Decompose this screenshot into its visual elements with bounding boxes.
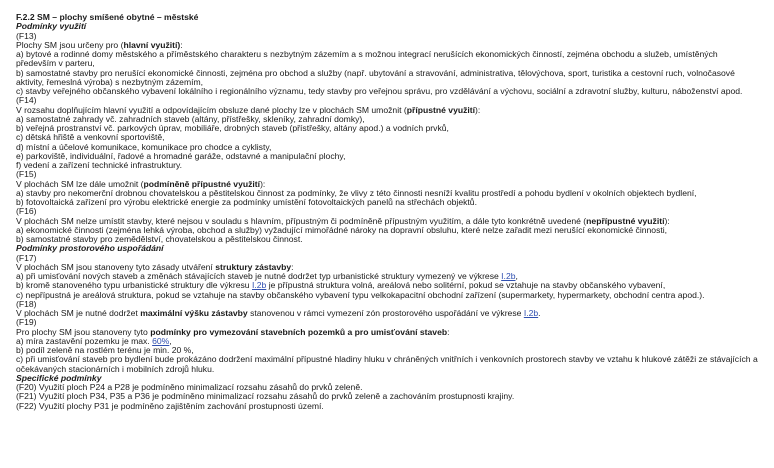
f15-intro-bold: podmíněně přípustné využití — [143, 178, 261, 189]
f17-item-c: c) nepřípustná je areálová struktura, pokud se vztahuje na stavby občanského vybavení typu velkokapacitní obchodní zařízení (supermarkety, hypermarkety, obchodní centra apod.). — [16, 289, 705, 300]
f19-item-c: c) při umisťování staveb pro bydlení bude prokázáno dodržení maximální přípustné hladiny hluku v chráněných vnitřních i venkovních prostorech stavby ve vztahu k hlukové zátěži ze stávajících a očekávaných stacionárních i mobilních zdrojů hluku. — [16, 354, 758, 374]
drawing-link-i2b[interactable]: I.2b — [501, 271, 516, 281]
section-title: F.2.2 SM – plochy smíšené obytné – městské — [16, 12, 199, 22]
f13-intro-end: : — [180, 39, 183, 50]
f14-item-a: a) samostatné zahrady vč. zahradních staveb (altány, přístřešky, skleníky, zahradní domky), — [16, 113, 365, 124]
drawing-link-i2b[interactable]: I.2b — [523, 308, 539, 318]
f15-intro-text: V plochách SM lze dále umožnit ( — [16, 178, 144, 189]
f17-item-a-text: a) při umisťování nových staveb a změnách stávajících staveb je nutné dodržet typ urbanistické struktury vymezený ve výkrese — [16, 271, 502, 281]
f19-item-a-end: , — [169, 335, 172, 346]
f18-text — [16, 309, 766, 318]
f17-intro-text: V plochách SM jsou stanoveny tyto zásady utváření — [16, 261, 216, 272]
f16-item-a: a) ekonomické činnosti (zejména lehká výroba, obchod a služby) vyžadující mimořádné nároky na dopravní obsluhu, které nelze zařadit mezi nerušící ekonomické činnosti, — [16, 224, 668, 235]
f14-intro-end: ): — [475, 104, 481, 115]
clause-f22: (F22) Využití plochy P31 je podmíněno zajištěním zachování prostupnosti území. — [16, 400, 324, 411]
f14-item-b: b) veřejná prostranství vč. parkových úprav, mobiliáře, drobných staveb (přístřešky, altány apod.) a vodních prvků, — [16, 123, 449, 133]
f19-intro-text: Pro plochy SM jsou stanoveny tyto — [16, 326, 151, 337]
f15-item-b: b) fotovoltaická zařízení pro výrobu elektrické energie za podmínky umístění fotovoltaických panelů na střechách objektů. — [16, 197, 477, 207]
f13-item-b: b) samostatné stavby pro nerušící ekonomické činnosti, zejména pro obchod a služby (např. ubytování a stravování, administrativa, tělovýchova, sport, turistika a cestovní ruch, volnočasové aktivity, řemeslná výroba) s nezbytným zázemím, — [16, 67, 735, 87]
clause-ref-f16: (F16) — [16, 206, 37, 217]
clause-ref-f14: (F14) — [16, 95, 37, 106]
clause-ref-f17: (F17) — [16, 252, 37, 263]
f17-item-a-end: , — [515, 271, 518, 281]
f18-text-bold: maximální výšku zástavby — [140, 308, 248, 318]
clause-ref-f15: (F15) — [16, 169, 37, 180]
f18-text-mid: stanovenou v rámci vymezení zón prostorového uspořádání ve výkrese — [247, 308, 524, 318]
f14-intro-bold: přípustné využití — [406, 104, 476, 115]
heading-specific-conditions: Specifické podmínky — [16, 372, 102, 383]
f15-item-a: a) stavby pro nekomerční drobnou chovatelskou a pěstitelskou činnost za podmínky, že vlivy z této činnosti nesníží kvalitu prostředí a pohodu bydlení v okolních objektech bydlení, — [16, 187, 697, 198]
clause-ref-f18: (F18) — [16, 298, 37, 309]
f19-item-b: b) podíl zeleně na rostlém terénu je min. 20 %, — [16, 345, 194, 355]
f17-intro-bold: struktury zástavby — [215, 261, 292, 272]
drawing-link-i2b[interactable]: I.2b — [251, 280, 267, 291]
f18-text-end: . — [538, 308, 541, 318]
f19-intro-bold: podmínky pro vymezování stavebních pozemků a pro umisťování staveb — [150, 326, 448, 337]
f16-intro-bold: nepřípustné využití — [586, 215, 665, 226]
f13-item-c: c) stavby veřejného občanského vybavení lokálního i regionálního významu, tedy stavby pro veřejnou správu, pro vzdělávání a výchovu, sociální a zdravotní služby, kulturu, náboženství apod. — [16, 86, 743, 96]
clause-f20: (F20) Využití ploch P24 a P28 je podmíněno minimalizací rozsahu zásahů do prvků zeleně. — [16, 382, 363, 392]
heading-usage-conditions: Podmínky využití — [16, 21, 87, 32]
f15-intro-end: ): — [260, 178, 266, 189]
document-page — [16, 13, 766, 411]
f14-intro-text: V rozsahu doplňujícím hlavní využití a odpovídajícím obsluze dané plochy lze v plochách SM umožnit ( — [16, 104, 407, 115]
f14-item-e: e) parkoviště, individuální, řadové a hromadné garáže, odstavné a manipulační plochy, — [16, 150, 346, 161]
f17-intro-end: : — [291, 261, 294, 272]
f13-intro-bold: hlavní využití) — [123, 39, 181, 50]
f16-intro-end: ): — [664, 215, 670, 226]
f19-intro-end: : — [447, 326, 450, 337]
f17-item-b-text: b) kromě stanoveného typu urbanistické struktury dle výkresu — [16, 280, 252, 291]
f13-intro-text: Plochy SM jsou určeny pro ( — [16, 39, 124, 50]
f16-item-b: b) samostatné stavby pro zemědělství, chovatelskou a pěstitelskou činnost. — [16, 234, 303, 244]
f13-item-a: a) bytové a rodinné domy městského a příměstského charakteru s nezbytným zázemím a s možnou integrací nerušících ekonomických činností, zejména obchodu a služeb, umístěných především v parteru, — [16, 49, 718, 69]
f17-item-b-end: je přípustná struktura volná, areálová nebo solitérní, pokud se vztahuje na stavby občanského vybavení, — [266, 280, 666, 291]
heading-spatial-conditions: Podmínky prostorového uspořádání — [16, 243, 164, 254]
clause-ref-f13: (F13) — [16, 30, 37, 41]
f14-item-c: c) dětská hřiště a venkovní sportoviště, — [16, 132, 165, 143]
f18-text-start: V plochách SM je nutné dodržet — [16, 308, 141, 318]
f16-intro-text: V plochách SM nelze umístit stavby, které nejsou v souladu s hlavním, přípustným či podmíněně přípustným využitím, a dále tyto konkrétně uvedené ( — [16, 215, 587, 226]
coverage-value-link[interactable]: 60% — [152, 335, 170, 346]
f19-item-a-text: a) míra zastavění pozemku je max. — [16, 335, 153, 346]
f14-item-f: f) vedení a zařízení technické infrastruktury. — [16, 160, 183, 170]
clause-f21: (F21) Využití ploch P34, P35 a P36 je podmíněno minimalizací rozsahu zásahů do prvků zeleně a zachováním prostupnosti krajiny. — [16, 391, 515, 402]
f14-item-d: d) místní a účelové komunikace, komunikace pro chodce a cyklisty, — [16, 141, 272, 152]
clause-ref-f19: (F19) — [16, 317, 37, 328]
